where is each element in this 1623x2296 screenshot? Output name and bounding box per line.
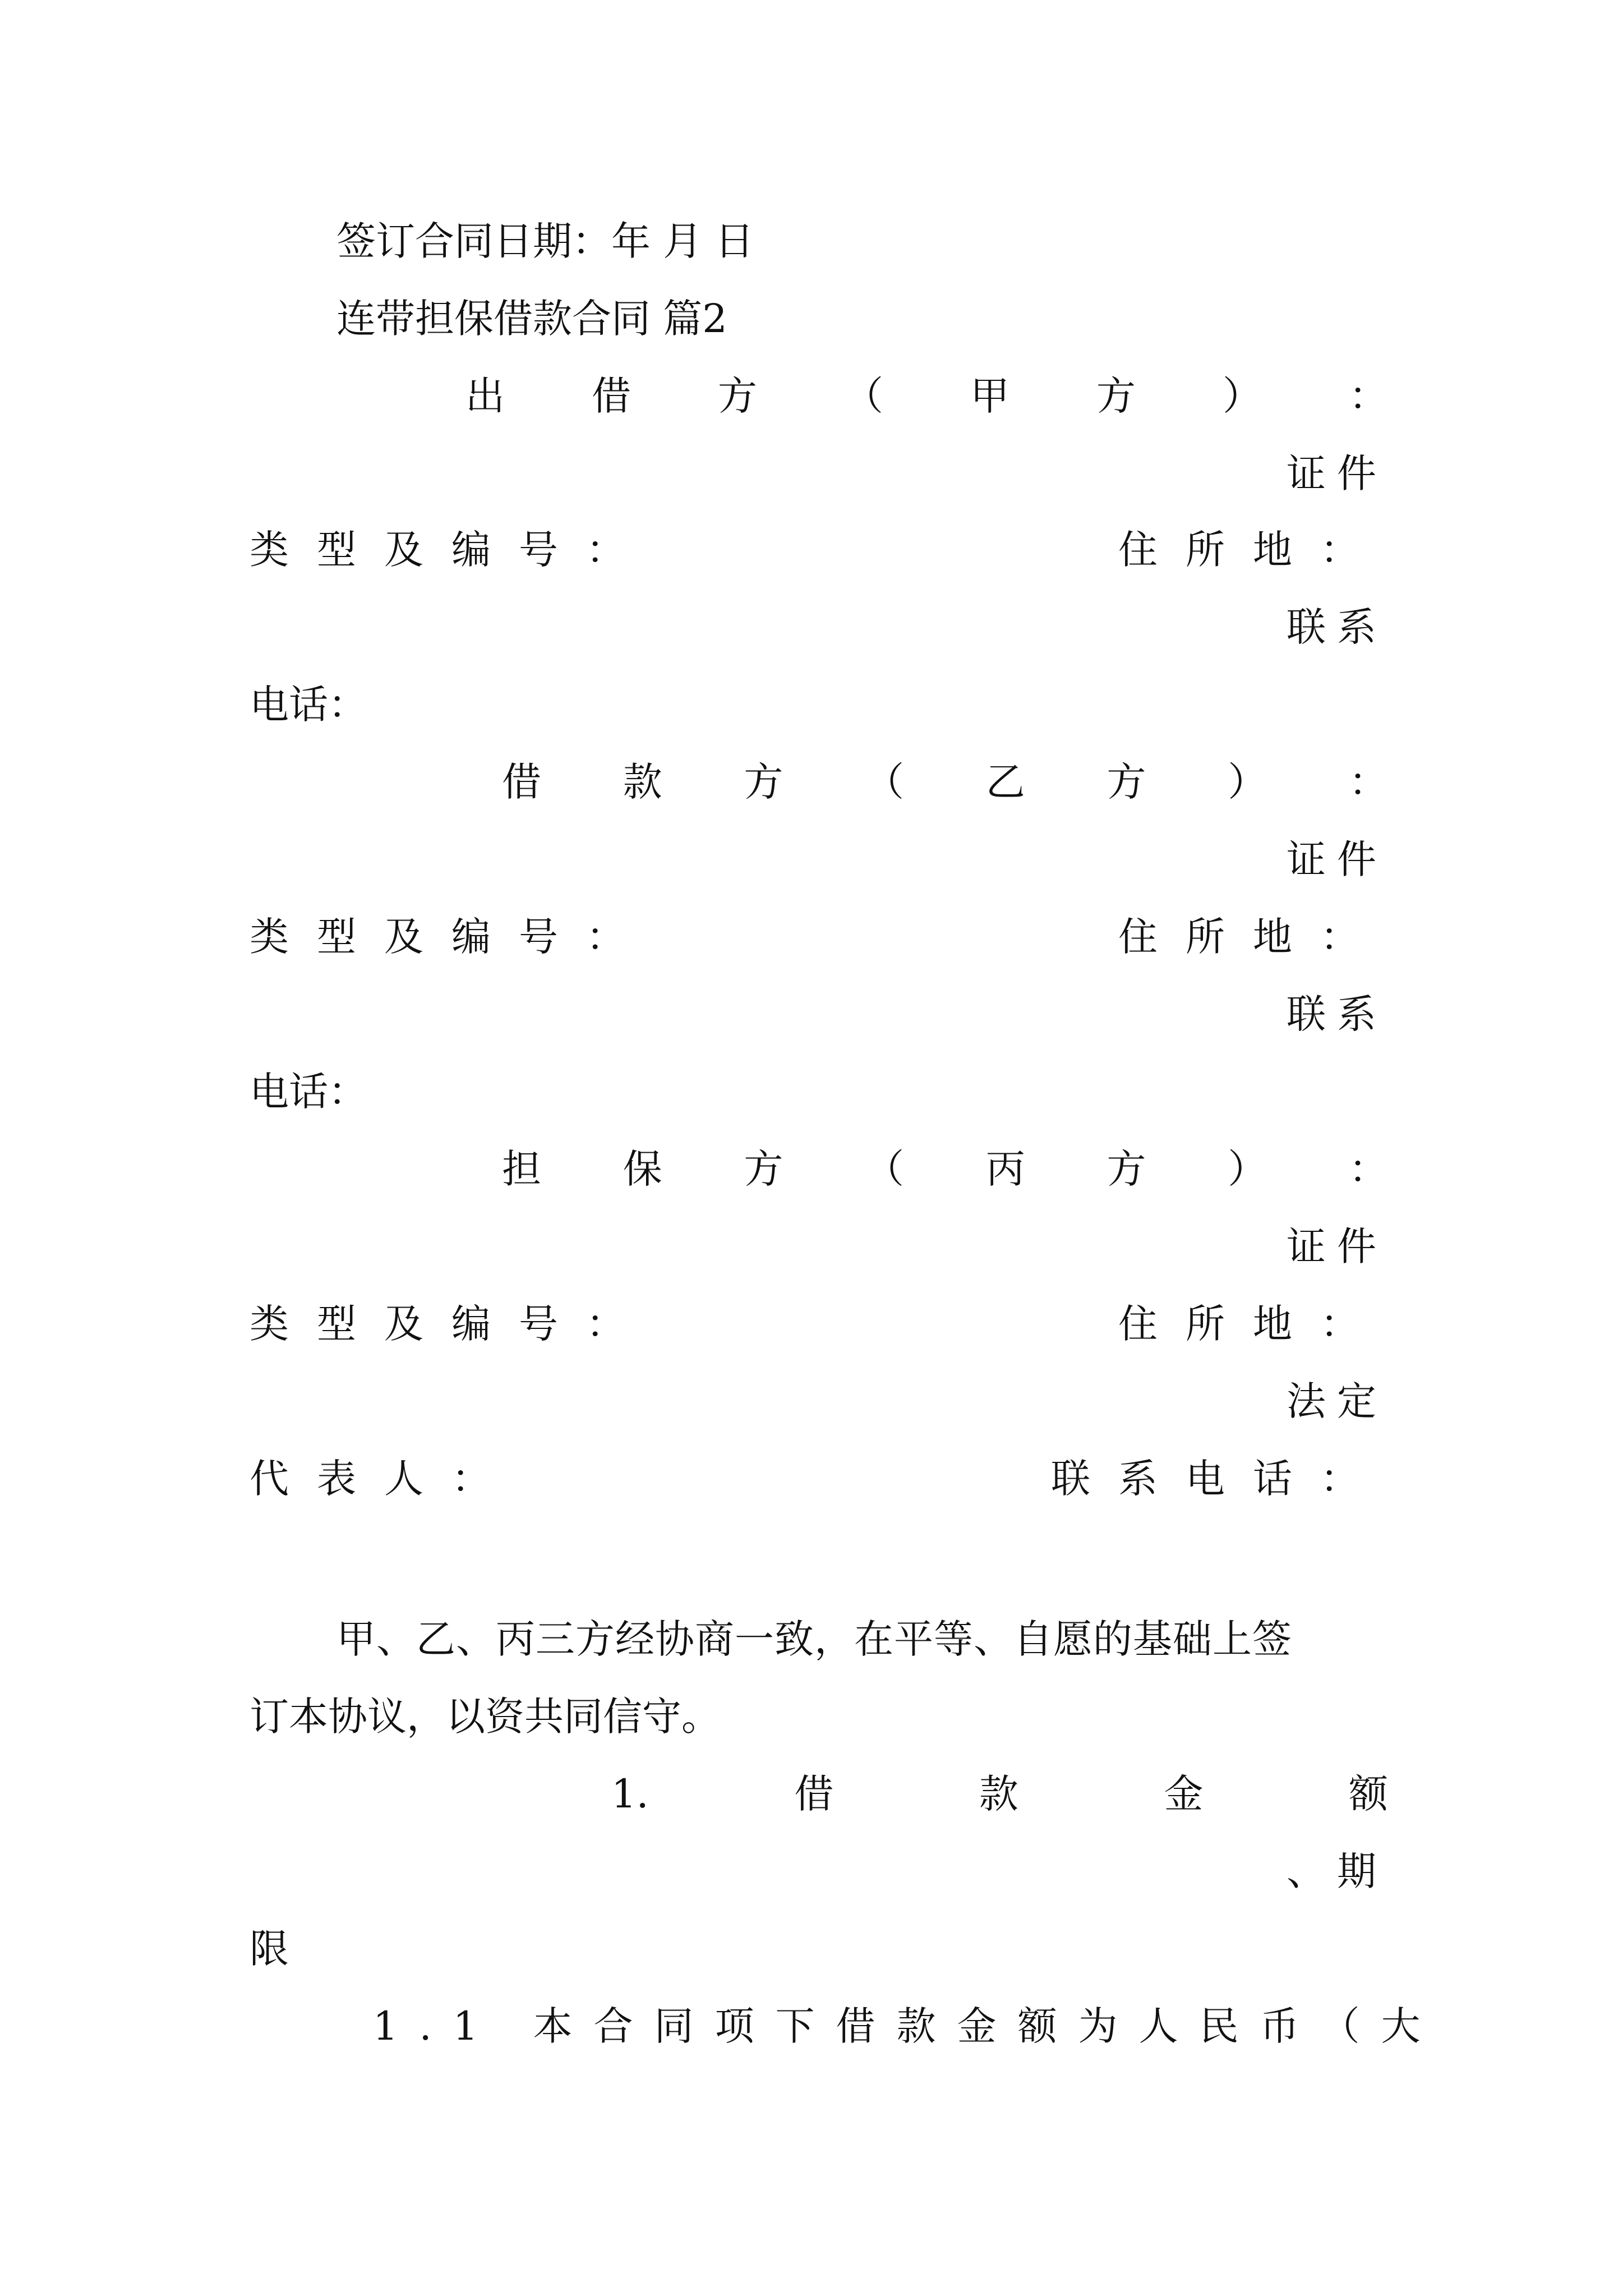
lender-heading-char: 甲	[970, 373, 1009, 419]
lender-address-label: 住所地：	[1118, 527, 1387, 573]
borrower-heading-char: 方	[744, 759, 783, 805]
guarantor-heading	[502, 1141, 1388, 1197]
lender-heading-char: ：	[1349, 373, 1388, 419]
section-1-heading-part: 金	[1164, 1771, 1204, 1817]
guarantor-heading-char: 丙	[985, 1146, 1025, 1192]
borrower-address-label: 住所地：	[1118, 914, 1387, 960]
guarantor-heading-char: 方	[744, 1146, 783, 1192]
intro-line-2: 订本协议，以资共同信守。	[250, 1694, 721, 1740]
lender-phone-label-a: 联系	[1287, 604, 1387, 650]
borrower-phone-label-a: 联系	[1287, 991, 1387, 1037]
borrower-heading-char: （	[865, 759, 905, 805]
guarantor-heading-char: 方	[1106, 1146, 1146, 1192]
lender-heading-char: （	[844, 373, 883, 419]
section-1-heading-part: 借	[794, 1771, 834, 1817]
borrower-id-label-a: 证件	[1287, 836, 1387, 882]
guarantor-heading-char: ）	[1228, 1146, 1267, 1192]
lender-heading-char: 方	[718, 373, 757, 419]
guarantor-heading-char: 保	[623, 1146, 662, 1192]
lender-heading	[465, 368, 1388, 424]
borrower-heading-char: ：	[1348, 759, 1388, 805]
section-1-heading-part: 额	[1348, 1771, 1388, 1817]
lender-heading-char: 借	[592, 373, 631, 419]
lender-phone-label-b: 电话：	[250, 682, 367, 728]
sign-date-line: 签订合同日期：年 月 日	[336, 218, 754, 264]
borrower-heading	[502, 754, 1388, 810]
guarantor-id-label-b: 类型及编号：	[250, 1301, 653, 1347]
contract-title: 连带担保借款合同 篇2	[336, 296, 727, 342]
borrower-heading-char: 方	[1106, 759, 1146, 805]
guarantor-heading-char: ：	[1348, 1146, 1388, 1192]
borrower-heading-char: 款	[623, 759, 662, 805]
guarantor-address-label: 住所地：	[1118, 1301, 1387, 1347]
borrower-heading-char: ）	[1228, 759, 1267, 805]
guarantor-phone-label: 联系电话：	[1051, 1456, 1387, 1502]
borrower-phone-label-b: 电话：	[250, 1069, 367, 1115]
guarantor-heading-char: （	[865, 1146, 905, 1192]
lender-id-label-b: 类型及编号：	[250, 527, 653, 573]
section-1-heading-end: 限	[250, 1926, 289, 1972]
borrower-heading-char: 借	[502, 759, 541, 805]
intro-line-1: 甲、乙、丙三方经协商一致，在平等、自愿的基础上签	[336, 1616, 1292, 1662]
section-1-heading-part: 款	[979, 1771, 1018, 1817]
borrower-id-label-b: 类型及编号：	[250, 914, 653, 960]
lender-id-label-a: 证件	[1287, 450, 1387, 496]
guarantor-id-label-a: 证件	[1287, 1223, 1387, 1269]
borrower-heading-char: 乙	[985, 759, 1025, 805]
lender-heading-char: 方	[1096, 373, 1136, 419]
lender-heading-char: 出	[465, 373, 505, 419]
section-1-heading-part: 1.	[611, 1771, 649, 1817]
section-1-heading	[611, 1766, 1388, 1822]
guarantor-heading-char: 担	[502, 1146, 541, 1192]
guarantor-rep-label-b: 代表人：	[250, 1456, 519, 1502]
clause-1-1: 1.1 本合同项下借款金额为人民币（大	[373, 2003, 1442, 2049]
lender-heading-char: ）	[1223, 373, 1262, 419]
guarantor-rep-label-a: 法定	[1287, 1378, 1387, 1424]
section-1-heading-cont: 、期	[1287, 1848, 1387, 1894]
